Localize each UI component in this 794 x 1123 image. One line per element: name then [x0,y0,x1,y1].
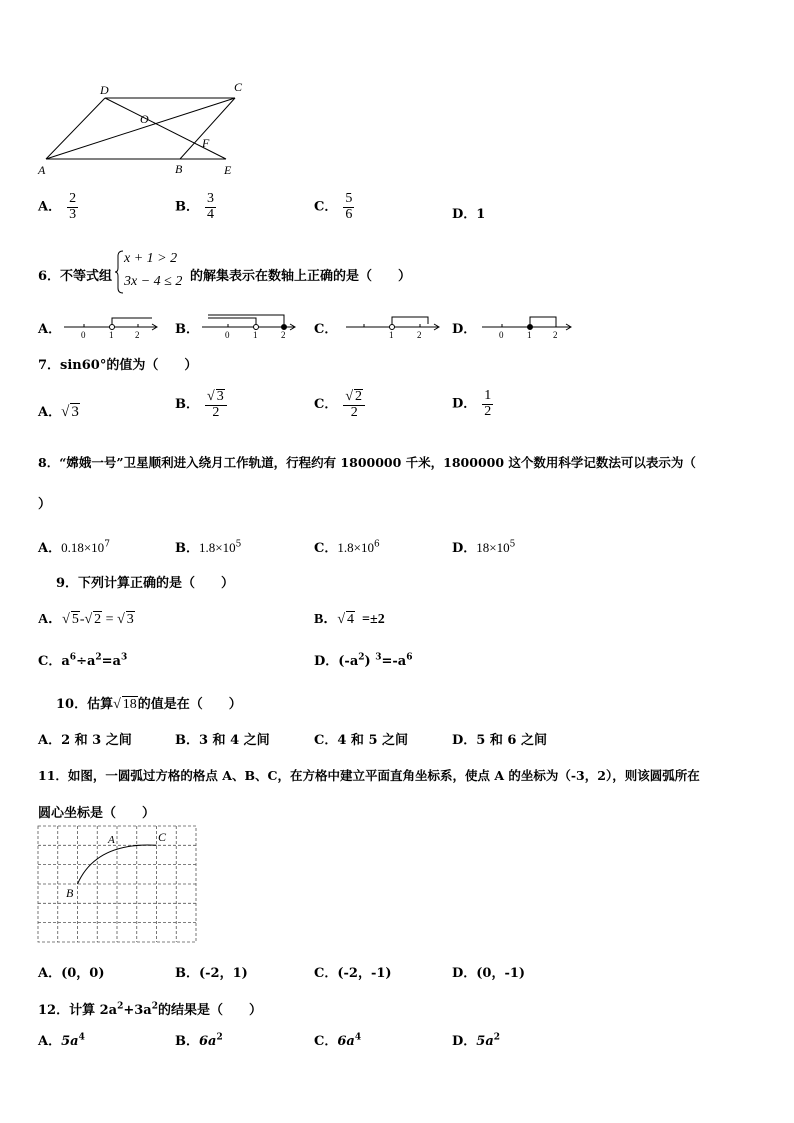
label-B: B [175,162,183,176]
q9-stem: 9．下列计算正确的是（ ） [56,576,235,591]
parallelogram-figure [30,74,280,182]
q6-b-label: B． [175,322,199,337]
q8-option-b: B．$1.8\times 10^5$ [175,539,242,556]
q8-option-d: D．$18\times 10^5$ [452,539,516,556]
q8-option-c: C．$1.8\times 10^6$ [314,539,380,556]
svg-text:2: 2 [135,330,140,339]
q5-option-b: B． $\frac{3}{4}$ [175,191,214,222]
label-C: C [234,80,243,94]
q6-c-label: C． [314,322,338,337]
grid-label-B: B [66,886,74,900]
q6-d-label: D． [452,322,477,337]
q6-numberline-a [62,313,162,339]
grid-label-A: A [108,834,115,846]
q10-option-d: D．5 和 6 之间 [452,733,547,748]
svg-text:2: 2 [417,330,422,339]
q6-suffix: 的解集表示在数轴上正确的是（ ） [190,269,412,284]
q10-option-c: C．4 和 5 之间 [314,733,409,748]
q6-line2: 3x − 4 ≤ 2 [124,274,183,289]
svg-text:1: 1 [109,330,114,339]
svg-text:1: 1 [253,330,258,339]
q12-stem: 12．计算 $2a^2+3a^2$的结果是（ ） [38,1001,263,1018]
label-E: E [224,163,232,177]
q9-option-d: D．$(-a^2)$ $^3=-a^6$ [314,652,413,669]
svg-text:0: 0 [225,330,230,339]
svg-text:2: 2 [553,330,558,339]
q7-option-a: A．√ 3 [38,404,79,420]
q9-option-a: A．√ 5-√ 2 = √ 3 [38,612,134,627]
q5-option-c: C． $\frac{5}{6}$ [314,191,353,222]
q6-numberline-c [344,313,444,339]
svg-text:2: 2 [281,330,286,339]
svg-text:0: 0 [499,330,504,339]
q6-line1: x + 1 > 2 [124,251,178,266]
q7-option-c: C． $\frac{√ 2}{2}$ [314,389,365,420]
q11-option-c: C．(-2，-1) [314,966,392,981]
q9-option-c: C．$a^6\div a^2=a^3$ [38,652,128,669]
q7-stem: 7．sin60°的值为（ ） [38,358,198,373]
q11-option-d: D．(0，-1) [452,966,526,981]
q5-a-num: 2 [69,191,77,206]
q10-option-b: B．3 和 4 之间 [175,733,270,748]
q5-option-a: A． $\frac{2}{3}$ [38,191,77,222]
q11-stem-line2: 圆心坐标是（ ） [38,806,156,821]
grid-arc-figure [36,824,200,946]
q12-option-c: C．$6a^4$ [314,1032,362,1049]
q5-c-num: 5 [345,191,353,206]
q5-option-d: D．1 [452,207,486,222]
q7-option-d: D． $\frac{1}{2}$ [452,388,492,419]
q8-stem-line1: 8．“嫦娥一号”卫星顺利进入绕月工作轨道，行程约有 1800000 千米，1800000 这个数用科学记数法可以表示为（ [38,455,696,470]
q6-numberline-d [480,313,580,339]
label-O: O [140,112,149,126]
q6-prefix: 6．不等式组 [38,269,113,284]
label-F: F [202,136,210,150]
q8-option-a: A．$0.18\times 10^7$ [38,539,110,556]
q12-option-b: B．$6a^2$ [175,1032,223,1049]
svg-text:0: 0 [81,330,86,339]
q6-a-label: A． [38,322,62,337]
q8-stem-line2: ） [38,497,52,512]
svg-text:1: 1 [389,330,394,339]
q12-option-d: D．$5a^2$ [452,1032,501,1049]
q5-b-den: 4 [207,206,214,222]
q9-option-b: B．√ 4 =±2 [314,612,385,627]
label-D: D [100,83,109,97]
q10-option-a: A．2 和 3 之间 [38,733,132,748]
grid-label-C: C [158,830,167,844]
q6-brace [114,250,124,294]
q5-b-num: 3 [207,191,214,206]
q5-a-den: 3 [69,206,77,222]
label-A: A [38,163,46,177]
q11-option-a: A．(0，0) [38,966,105,981]
svg-text:1: 1 [527,330,532,339]
q11-stem-line1: 11．如图，一圆弧过方格的格点 A、B、C，在方格中建立平面直角坐标系，使点 A 的坐标为（-3，2），则该圆弧所在 [38,768,700,783]
q12-option-a: A．$5a^4$ [38,1032,85,1049]
q10-stem: 10．估算√ 18的值是在（ ） [56,697,242,712]
q6-numberline-b [200,313,300,339]
q11-option-b: B．(-2，1) [175,966,248,981]
q5-c-den: 6 [345,206,353,222]
q7-option-b: B． $\frac{√ 3}{2}$ [175,389,227,420]
